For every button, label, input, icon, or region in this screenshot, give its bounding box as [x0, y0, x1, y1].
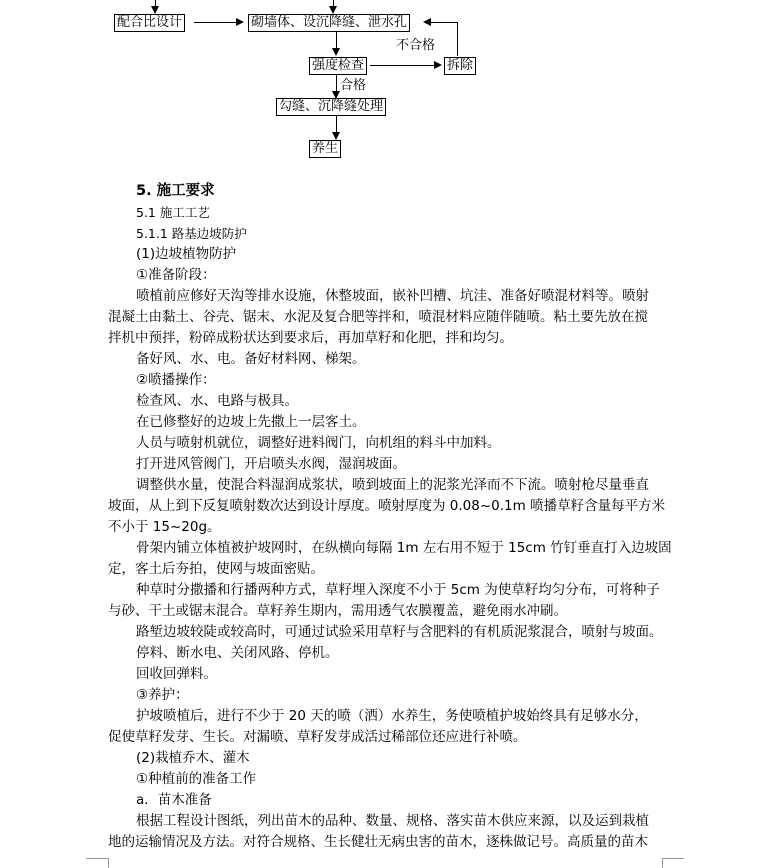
paragraph: 骨架内铺立体植被护坡网时，在纵横向每隔 1m 左右用不短于 15cm 竹钉垂直打入边坡固	[136, 540, 672, 556]
flow-arrow-top-left	[151, 6, 159, 14]
flow-box-strength-check: 强度检查	[309, 57, 367, 75]
step-heading: ①种植前的准备工作	[136, 771, 257, 787]
paragraph-cont: 不小于 15~20g。	[108, 519, 221, 535]
paragraph: 护坡喷植后，进行不少于 20 天的喷（洒）水养生，务使喷植护坡始终具有足够水分，	[136, 708, 648, 724]
flow-box-remove: 拆除	[444, 57, 476, 75]
flow-arrow-wall-to-check	[332, 48, 340, 56]
flow-arrow-joint-to-cure	[332, 132, 340, 140]
flow-box-mix-design: 配合比设计	[114, 14, 185, 32]
paragraph-cont: 坡面，从上到下反复喷射数次达到设计厚度。喷射厚度为 0.08~0.1m 喷播草籽含量每平方米	[108, 498, 666, 514]
section-heading: 5. 施工要求	[136, 183, 215, 199]
flow-line-wall-to-check	[336, 31, 337, 49]
paragraph-cont: 拌机中预拌，粉碎成粉状达到要求后，再加草籽和化肥，拌和均匀。	[108, 330, 513, 346]
step-heading: ②喷播操作：	[136, 372, 216, 388]
flow-line-check-to-joint	[336, 74, 337, 92]
subsection-heading: 5.1 施工工艺	[136, 205, 210, 220]
flow-label-pass: 合格	[340, 78, 367, 93]
flow-line-check-to-remove	[370, 65, 434, 66]
flow-line-mix-to-wall	[194, 22, 236, 23]
paragraph-cont: 定，客土后夯拍，使网与坡面密贴。	[108, 561, 324, 577]
construction-flowchart	[0, 0, 777, 170]
paragraph-cont: 混凝土由黏土、谷壳、锯末、水泥及复合肥等拌和，喷混材料应随伴随喷。粘土要先放在搅	[108, 309, 648, 325]
page-corner-mark-right-v	[662, 858, 663, 868]
paragraph: 种草时分撒播和行播两种方式，草籽埋入深度不小于 5cm 为使草籽均匀分布，可将种子	[136, 582, 660, 598]
paragraph: 在已修整好的边坡上先撒上一层客土。	[136, 414, 366, 430]
subsection-heading-2: 5.1.1 路基边坡防护	[136, 226, 247, 241]
flow-arrow-top-center	[329, 6, 337, 14]
flow-arrow-mix-to-wall	[236, 18, 244, 26]
step-heading: ①准备阶段：	[136, 267, 216, 283]
paragraph: 喷植前应修好天沟等排水设施，休整坡面，嵌补凹槽、坑洼、准备好喷混材料等。喷射	[136, 288, 649, 304]
flow-box-joint-treatment: 勾缝、沉降缝处理	[276, 98, 386, 116]
page-corner-mark-right	[662, 858, 684, 859]
flow-line-feedback-horizontal	[431, 22, 458, 23]
paragraph-cont: 促使草籽发芽、生长。对漏喷、草籽发芽成活过稀部位还应进行补喷。	[108, 729, 527, 745]
paragraph-cont: 与砂、干土或锯末混合。草籽养生期内，需用透气农膜覆盖，避免雨水冲刷。	[108, 603, 567, 619]
paragraph: 备好风、水、电。备好材料网、梯架。	[136, 351, 366, 367]
flow-label-fail: 不合格	[396, 38, 436, 53]
step-heading: ③养护：	[136, 687, 189, 703]
paragraph: 根据工程设计图纸，列出苗木的品种、数量、规格、落实苗木供应来源，以及运到栽植	[136, 813, 649, 829]
step-heading: a．苗木准备	[136, 792, 212, 808]
flow-box-wall: 砌墙体、设沉降缝、泄水孔	[248, 14, 410, 32]
paragraph: 调整供水量，使混合料湿润成浆状，喷到坡面上的泥浆光泽而不下流。喷射枪尽量垂直	[136, 477, 649, 493]
paragraph: 打开进风管阀门，开启喷头水阀，湿润坡面。	[136, 456, 406, 472]
flow-arrow-check-to-remove	[434, 61, 442, 69]
paragraph-cont: 地的运输情况及方法。对符合规格、生长健壮无病虫害的苗木，逐株做记号。高质量的苗木	[108, 834, 648, 850]
paragraph: 路堑边坡较陡或较高时，可通过试验采用草籽与含肥料的有机质泥浆混合，喷射与坡面。	[136, 624, 663, 640]
document-body	[108, 180, 672, 853]
paragraph: 停料、断水电、关闭风路、停机。	[136, 645, 339, 661]
flow-line-joint-to-cure	[336, 115, 337, 133]
page-corner-mark-left	[86, 858, 108, 859]
paragraph: 人员与喷射机就位，调整好进料阀门，向机组的料斗中加料。	[136, 435, 501, 451]
item-heading: (2)栽植乔木、灌木	[136, 750, 250, 766]
flow-line-feedback-vertical	[457, 22, 458, 56]
page-corner-mark-left-v	[108, 858, 109, 868]
paragraph: 回收回弹料。	[136, 666, 217, 682]
item-heading: (1)边坡植物防护	[136, 246, 237, 262]
paragraph: 检查风、水、电路与极具。	[136, 393, 298, 409]
flow-box-curing: 养生	[309, 140, 341, 158]
flow-arrow-feedback	[423, 18, 431, 26]
